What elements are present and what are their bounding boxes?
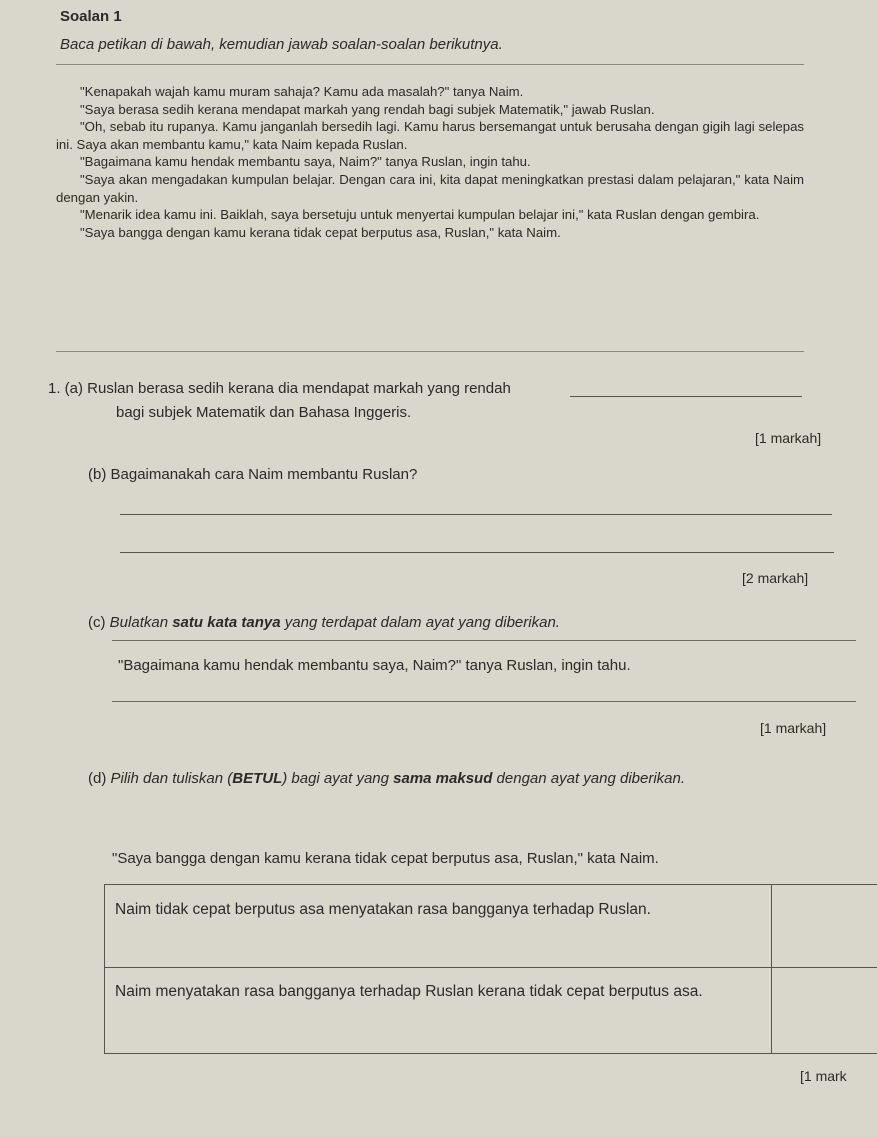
question-d-text: (d) Pilih dan tuliskan (BETUL) bagi ayat yang sama maksud dengan ayat yang diberikan. bbox=[88, 770, 686, 787]
instruction-text: Baca petikan di bawah, kemudian jawab soalan-soalan berikutnya. bbox=[60, 36, 503, 53]
passage-box bbox=[56, 64, 804, 352]
marks-b: [2 markah] bbox=[742, 570, 809, 586]
question-d-quote: "Saya bangga dengan kamu kerana tidak cepat berputus asa, Ruslan," kata Naim. bbox=[112, 850, 659, 867]
marks-d: [1 mark bbox=[800, 1068, 847, 1084]
question-c-quote[interactable]: "Bagaimana kamu hendak membantu saya, Naim?" tanya Ruslan, ingin tahu. bbox=[112, 640, 856, 702]
passage-paragraph: "Kenapakah wajah kamu muram sahaja? Kamu ada masalah?" tanya Naim. bbox=[80, 84, 524, 99]
passage-paragraph: "Saya akan mengadakan kumpulan belajar. Dengan cara ini, kita dapat meningkatkan prestasi dalam pelajaran," kata Naim dengan yakin. bbox=[56, 171, 804, 205]
passage-paragraph: "Oh, sebab itu rupanya. Kamu janganlah bersedih lagi. Kamu harus bersemangat untuk berusaha dengan gigih lagi selepas ini. Saya akan membantu kamu," kata Naim kepada Ruslan. bbox=[56, 119, 804, 152]
question-b-text: (b) Bagaimanakah cara Naim membantu Ruslan? bbox=[88, 466, 418, 483]
answer-line-a bbox=[570, 396, 802, 397]
option-2-answer-box[interactable] bbox=[771, 967, 877, 1053]
passage-paragraph: "Saya bangga dengan kamu kerana tidak cepat berputus asa, Ruslan," kata Naim. bbox=[80, 224, 561, 240]
answer-line-b1[interactable] bbox=[120, 514, 832, 515]
question-title: Soalan 1 bbox=[60, 8, 122, 25]
option-2-text: Naim menyatakan rasa bangganya terhadap Ruslan kerana tidak cepat berputus asa. bbox=[115, 983, 703, 1000]
passage-paragraph: "Bagaimana kamu hendak membantu saya, Naim?" tanya Ruslan, ingin tahu. bbox=[80, 154, 531, 170]
option-row-2 bbox=[105, 967, 877, 1054]
question-c-text: (c) Bulatkan satu kata tanya yang terdapat dalam ayat yang diberikan. bbox=[88, 614, 560, 631]
option-row-1 bbox=[105, 885, 877, 968]
marks-c: [1 markah] bbox=[760, 720, 827, 736]
answer-line-b2[interactable] bbox=[120, 552, 834, 553]
option-1-text: Naim tidak cepat berputus asa menyatakan rasa bangganya terhadap Ruslan. bbox=[115, 901, 651, 918]
options-table bbox=[104, 884, 877, 1054]
option-1-answer-box[interactable] bbox=[771, 885, 877, 967]
passage-paragraph: "Menarik idea kamu ini. Baiklah, saya bersetuju untuk menyertai kumpulan belajar ini," kata Ruslan dengan gembira. bbox=[80, 207, 760, 223]
question-a-line2: bagi subjek Matematik dan Bahasa Inggeris. bbox=[116, 404, 412, 421]
marks-a: [1 markah] bbox=[755, 430, 822, 446]
passage-paragraph: "Saya berasa sedih kerana mendapat markah yang rendah bagi subjek Matematik," jawab Ruslan. bbox=[80, 101, 655, 117]
question-a-line1: 1. (a) Ruslan berasa sedih kerana dia mendapat markah yang rendah bbox=[48, 380, 511, 397]
